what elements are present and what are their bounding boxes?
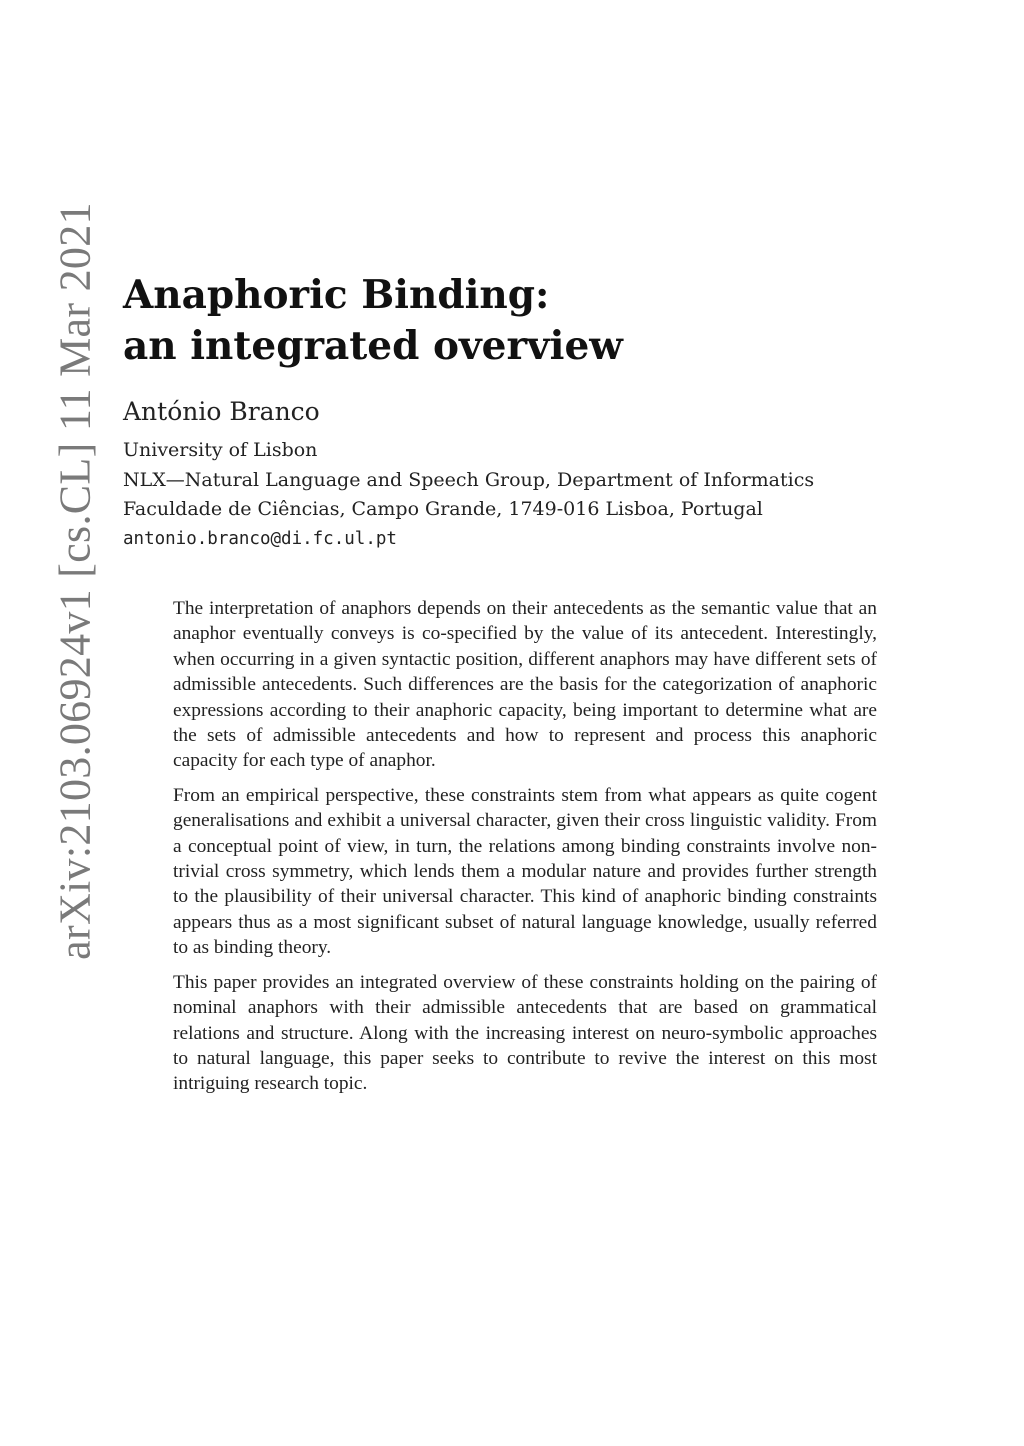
author-email: antonio.branco@di.fc.ul.pt bbox=[123, 528, 397, 549]
affiliation-address: Faculdade de Ciências, Campo Grande, 1749-016 Lisboa, Portugal bbox=[123, 498, 763, 520]
paper-title-line-1: Anaphoric Binding: bbox=[123, 272, 550, 318]
paper-title-line-2: an integrated overview bbox=[123, 323, 623, 369]
affiliation-group: NLX—Natural Language and Speech Group, Department of Informatics bbox=[123, 468, 815, 491]
abstract-paragraph: This paper provides an integrated overview of these constraints holding on the pairing of nominal anaphors with their admissible antecedents that are based on grammatical relations and structure. Along with the increasing interest on neuro-symbolic approaches to natural language, this paper seeks to contribute to revive the interest on this most intriguing research topic. bbox=[173, 971, 877, 1095]
author-affiliation bbox=[123, 436, 814, 554]
affiliation-university: University of Lisbon bbox=[123, 439, 318, 461]
abstract-paragraph: From an empirical perspective, these constraints stem from what appears as quite cogent generalisations and exhibit a universal character, given their cross linguistic validity. From a conceptual point of view, in turn, the relations among binding constraints involve non-trivial cross symmetry, which lends them a modular nature and provides further strength to the plausibility of their universal character. This kind of anaphoric binding constraints appears thus as a most significant subset of natural language knowledge, usually referred to as binding theory. bbox=[173, 784, 877, 959]
arxiv-identifier-stamp: arXiv:2103.06924v1 [cs.CL] 11 Mar 2021 bbox=[50, 202, 100, 960]
abstract-paragraph: The interpretation of anaphors depends on their antecedents as the semantic value that an anaphor eventually conveys is co-specified by the value of its antecedent. Interestingly, when occurring in a given syntactic position, different anaphors may have different sets of admissible antecedents. Such differences are the basis for the categorization of anaphoric expressions according to their anaphoric capacity, being important to determine what are the sets of admissible antecedents and how to represent and process this anaphoric capacity for each type of anaphor. bbox=[173, 598, 877, 772]
author-name: António Branco bbox=[123, 397, 320, 426]
abstract bbox=[173, 596, 877, 1106]
paper-title bbox=[123, 270, 623, 372]
